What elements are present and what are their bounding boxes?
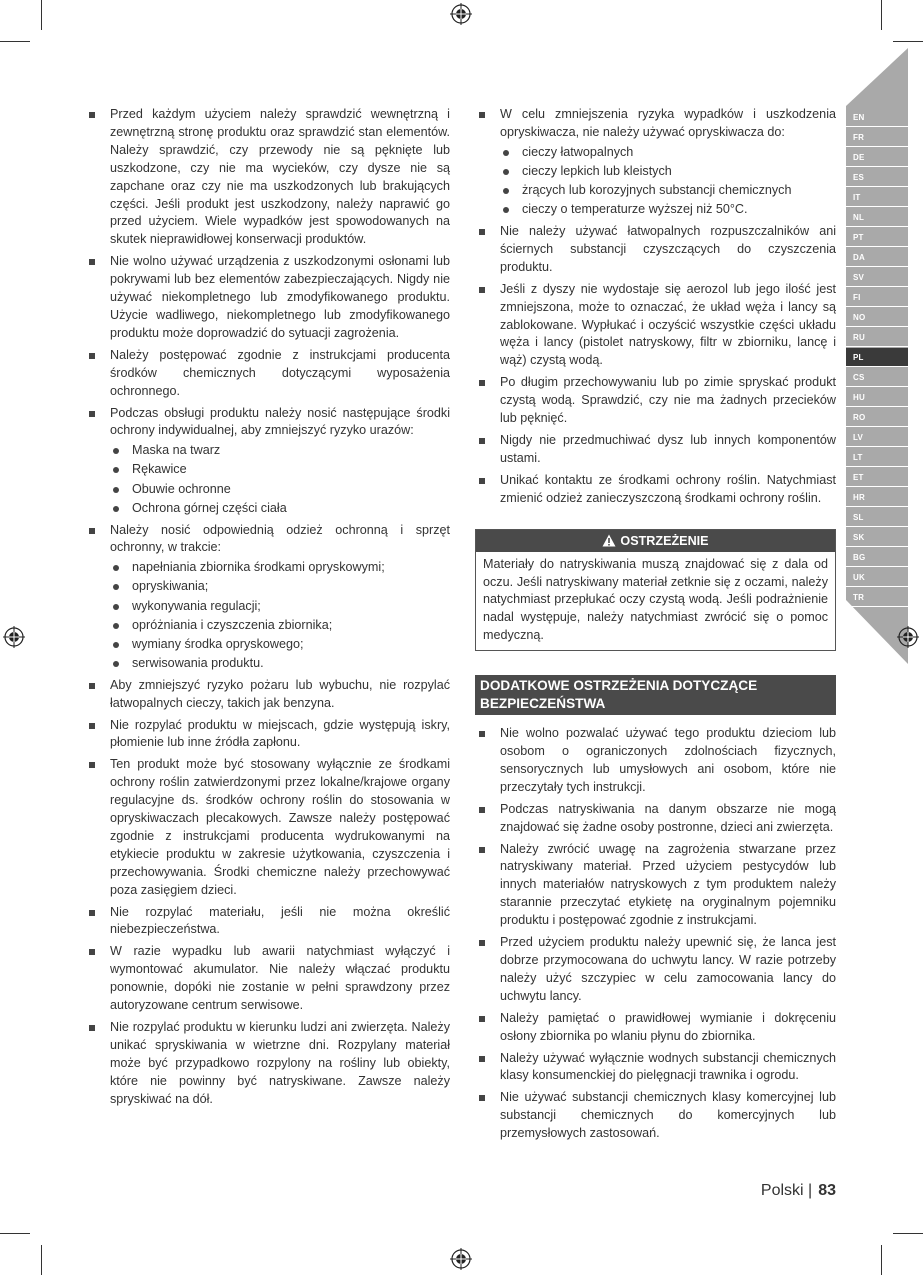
registration-mark-icon	[897, 626, 919, 648]
language-tab-cs: CS	[846, 368, 908, 387]
list-item	[85, 904, 450, 940]
list-item-text: Nie rozpylać produktu w miejscach, gdzie występują iskry, płomienie lub inne źródła zapłonu.	[110, 717, 450, 750]
sub-list-item: żrących lub korozyjnych substancji chemicznych	[500, 182, 836, 200]
list-item	[85, 405, 450, 518]
list-item	[475, 1050, 836, 1086]
language-tab-es: ES	[846, 168, 908, 187]
list-item	[475, 472, 836, 508]
list-item	[85, 717, 450, 753]
sub-list-item: cieczy o temperaturze wyższej niż 50°C.	[500, 201, 836, 219]
list-item-text: Nie wolno używać urządzenia z uszkodzonymi osłonami lub pokrywami lub bez elementów zabezpieczających. Nigdy nie używać niekompletnego lub zmodyfikowanego produktu. Użycie wadliwego, niekompletnego lub zmodyfikowanego produktu może doprowadzić do sytuacji zagrożenia.	[110, 254, 450, 340]
list-item-text: Nigdy nie przedmuchiwać dysz lub innych komponentów ustami.	[500, 432, 836, 465]
crop-mark	[881, 1245, 882, 1275]
list-item-text: W celu zmniejszenia ryzyka wypadków i uszkodzenia opryskiwacza, nie należy używać opryskiwacza do:	[500, 107, 836, 139]
list-item-text: Należy postępować zgodnie z instrukcjami producenta środków chemicznych dotyczącymi wyposażenia ochronnego.	[110, 347, 450, 398]
registration-mark-icon	[450, 1248, 472, 1270]
sub-list-item: opryskiwania;	[110, 578, 450, 596]
list-item-text: Podczas natryskiwania na danym obszarze nie mogą znajdować się żadne osoby postronne, dzieci ani zwierzęta.	[500, 801, 836, 834]
list-item-text: W razie wypadku lub awarii natychmiast wyłączyć i wymontować akumulator. Nie należy włączać produktu ponownie, dopóki nie zostanie w pełni sprawdzony przez autoryzowane centrum serwisowe.	[110, 944, 450, 1013]
list-item-text: Jeśli z dyszy nie wydostaje się aerozol lub jego ilość jest zmniejszona, może to oznaczać, że układ węża i lancy są zablokowane. Wypłukać i oczyścić wszystkie części układu węża i lancy (pistolet natryskowy, filtr w zbiorniku, lancę i wąż) czystą wodą.	[500, 281, 836, 368]
language-tab-uk: UK	[846, 568, 908, 587]
page-number: 83	[818, 1182, 836, 1199]
crop-mark	[893, 1233, 923, 1234]
additional-safety-list	[475, 725, 836, 1143]
list-item	[475, 374, 836, 428]
sub-list-item: opróżniania i czyszczenia zbiornika;	[110, 617, 450, 635]
list-item-text: Należy zwrócić uwagę na zagrożenia stwarzane przez natryskiwany materiał. Przed użyciem pestycydów lub innych materiałów natryskowych z tym produktem należy starannie przeczytać etykietę na oryginalnym pojemniku produktu i postępować zgodnie z instrukcjami.	[500, 841, 836, 928]
list-item-text: Należy pamiętać o prawidłowej wymianie i dokręceniu osłony zbiornika po wlaniu płynu do zbiornika.	[500, 1010, 836, 1043]
sub-list	[500, 144, 836, 219]
language-tab-lt: LT	[846, 448, 908, 467]
list-item-text: Nie używać substancji chemicznych klasy komercyjnej lub substancji chemicznych do komercyjnych lub przemysłowych zastosowań.	[500, 1090, 836, 1141]
sub-list-item: Maska na twarz	[110, 442, 450, 460]
footer-language: Polski |	[760, 1182, 813, 1199]
sub-list-item: serwisowania produktu.	[110, 655, 450, 673]
list-item	[475, 281, 836, 371]
list-item	[85, 677, 450, 713]
sub-list-item: wymiany środka opryskowego;	[110, 636, 450, 654]
sub-list	[110, 442, 450, 517]
list-item-text: Przed każdym użyciem należy sprawdzić wewnętrzną i zewnętrzną stronę produktu oraz sprawdzić stan elementów. Należy sprawdzić, czy przewody nie są pęknięte lub uszkodzone, czy nie ma wycieków, czy dysze nie są zapchane oraz czy nie ma uszkodzonych lub brakujących części. Jeśli produkt jest uszkodzony, należy naprawić go przed użyciem. Wiele wypadków jest spowodowanych na skutek nieprawidłowej konserwacji produktów.	[110, 107, 450, 247]
sub-list-item: Rękawice	[110, 461, 450, 479]
list-item	[475, 934, 836, 1006]
list-item-text: Unikać kontaktu ze środkami ochrony roślin. Natychmiast zmienić odzież zanieczyszczoną środkami ochrony roślin.	[500, 472, 836, 505]
list-item	[85, 347, 450, 401]
warning-title: OSTRZEŻENIE	[620, 533, 709, 548]
language-tab-fr: FR	[846, 128, 908, 147]
language-tab-lv: LV	[846, 428, 908, 447]
left-column	[85, 106, 450, 1113]
page-footer	[761, 1182, 836, 1200]
language-tab-no: NO	[846, 308, 908, 327]
sub-list-item: Ochrona górnej części ciała	[110, 500, 450, 518]
list-item-text: Aby zmniejszyć ryzyko pożaru lub wybuchu, nie rozpylać łatwopalnych cieczy, takich jak benzyna.	[110, 677, 450, 710]
list-item	[85, 1019, 450, 1109]
language-tab-en: EN	[846, 108, 908, 127]
list-item	[85, 756, 450, 899]
warning-triangle-icon	[602, 534, 616, 547]
list-item-text: Podczas obsługi produktu należy nosić następujące środki ochrony indywidualnej, aby zmniejszyć ryzyko urazów:	[110, 405, 450, 438]
crop-mark	[41, 1245, 42, 1275]
list-item-text: Należy używać wyłącznie wodnych substancji chemicznych klasy konsumenckiej do pielęgnacji trawnika i ogrodu.	[500, 1050, 836, 1083]
section-title: DODATKOWE OSTRZEŻENIA DOTYCZĄCE BEZPIECZEŃSTWA	[475, 675, 836, 715]
list-item	[85, 522, 450, 673]
list-item	[85, 253, 450, 343]
list-item	[475, 432, 836, 468]
sub-list-item: cieczy łatwopalnych	[500, 144, 836, 162]
list-item	[85, 106, 450, 249]
list-item-text: Ten produkt może być stosowany wyłącznie ze środkami ochrony roślin zatwierdzonymi przez lokalne/krajowe organy regulacyjne ds. środków ochrony roślin do stosowania w opryskiwaczach plecakowych. Zawsze należy postępować zgodnie z instrukcjami producenta wydrukowanymi na etykiecie produktu w zakresie użytkowania, czyszczenia i przechowywania. Środki chemiczne należy przechowywać poza zasięgiem dzieci.	[110, 757, 450, 897]
list-item-text: Nie rozpylać produktu w kierunku ludzi ani zwierzęta. Należy unikać spryskiwania w wietrzne dni. Rozpylany materiał może być przypadkowo rozpylony na rośliny lub obiekty, które nie powinny być natryskiwane. Zawsze należy spryskiwać na dół.	[110, 1020, 450, 1106]
list-item	[85, 943, 450, 1015]
language-tab-bg: BG	[846, 548, 908, 567]
language-tab-de: DE	[846, 148, 908, 167]
language-tab-hr: HR	[846, 488, 908, 507]
list-item	[475, 106, 836, 219]
list-item-text: Nie rozpylać materiału, jeśli nie można określić niebezpieczeństwa.	[110, 904, 450, 937]
list-item-text: Należy nosić odpowiednią odzież ochronną i sprzęt ochronny, w trakcie:	[110, 522, 450, 555]
language-tab-fi: FI	[846, 288, 908, 307]
language-tab-sv: SV	[846, 268, 908, 287]
list-item-text: Przed użyciem produktu należy upewnić się, że lanca jest dobrze przymocowana do uchwytu lancy. W razie potrzeby należy użyć szczypiec w celu zamocowania lancy do uchwytu lancy.	[500, 935, 836, 1003]
language-tabs	[846, 108, 908, 608]
list-item	[475, 841, 836, 931]
warning-box	[475, 529, 836, 652]
language-tab-ru: RU	[846, 328, 908, 347]
right-column	[475, 106, 836, 1147]
language-tab-da: DA	[846, 248, 908, 267]
language-tab-ro: RO	[846, 408, 908, 427]
sub-list-item: wykonywania regulacji;	[110, 598, 450, 616]
language-tab-tr: TR	[846, 588, 908, 607]
list-item	[475, 223, 836, 277]
warning-header	[476, 530, 835, 552]
language-tab-pt: PT	[846, 228, 908, 247]
safety-list-right	[475, 106, 836, 508]
list-item	[475, 1010, 836, 1046]
language-tab-sk: SK	[846, 528, 908, 547]
list-item-text: Nie wolno pozwalać używać tego produktu dzieciom lub osobom o ograniczonych zdolnościach fizycznych, sensorycznych lub umysłowych ani osobom, które nie przeczytały tych instrukcji.	[500, 726, 836, 794]
crop-mark	[0, 1233, 30, 1234]
list-item	[475, 801, 836, 837]
list-item-text: Po długim przechowywaniu lub po zimie spryskać produkt czystą wodą. Sprawdzić, czy nie ma żadnych przecieków lub pęknięć.	[500, 375, 836, 426]
safety-list-left	[85, 106, 450, 1109]
warning-text: Materiały do natryskiwania muszą znajdować się z dala od oczu. Jeśli natryskiwany materiał zetknie się z oczami, należy natychmiast przepłukać oczy czystą wodą. Jeśli podrażnienie nadal występuje, należy natychmiast zwrócić się o pomoc medyczną.	[483, 556, 828, 643]
language-tab-pl: PL	[846, 348, 908, 367]
language-tab-nl: NL	[846, 208, 908, 227]
list-item	[475, 725, 836, 797]
language-tab-et: ET	[846, 468, 908, 487]
list-item-text: Nie należy używać łatwopalnych rozpuszczalników ani ściernych substancji czyszczących do czyszczenia produktu.	[500, 224, 836, 274]
sub-list-item: cieczy lepkich lub kleistych	[500, 163, 836, 181]
sub-list	[110, 559, 450, 672]
language-tab-sl: SL	[846, 508, 908, 527]
list-item	[475, 1089, 836, 1143]
language-tab-it: IT	[846, 188, 908, 207]
language-tab-hu: HU	[846, 388, 908, 407]
sub-list-item: Obuwie ochronne	[110, 481, 450, 499]
sub-list-item: napełniania zbiornika środkami opryskowymi;	[110, 559, 450, 577]
